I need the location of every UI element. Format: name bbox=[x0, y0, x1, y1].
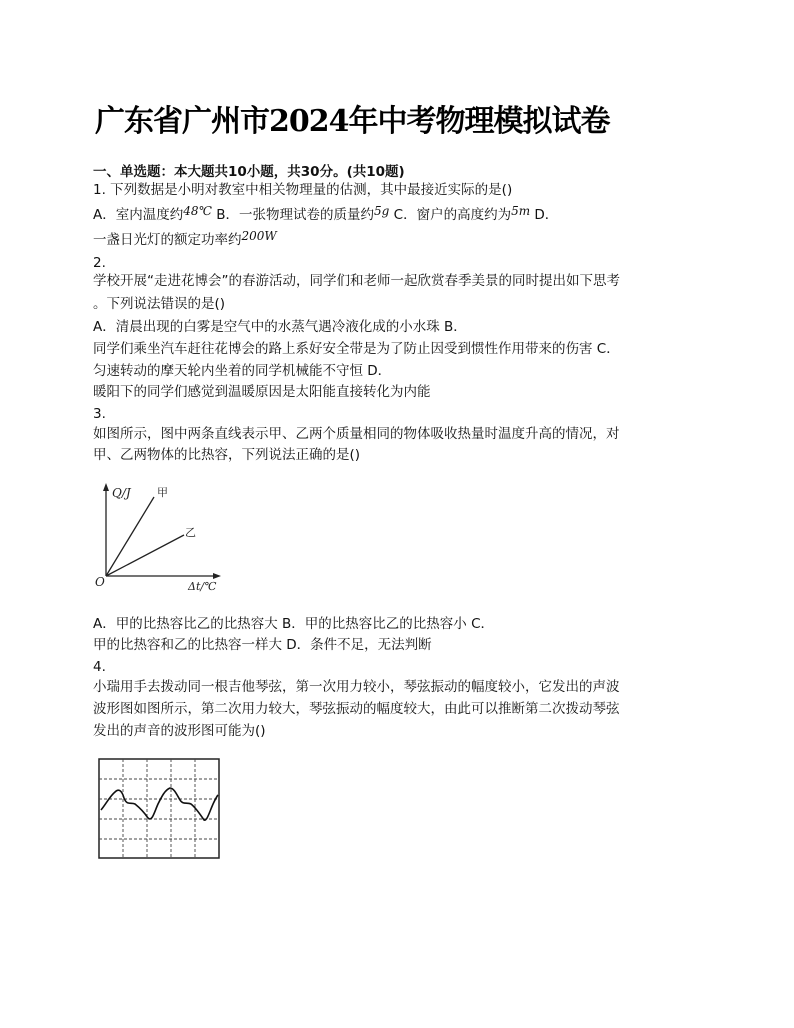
q2-options-line2: 同学们乘坐汽车赶往花博会的路上系好安全带是为了防止因受到惯性作用带来的伤害 C． bbox=[93, 341, 620, 357]
q3-stem-line2: 甲、乙两物体的比热容，下列说法正确的是() bbox=[93, 447, 361, 463]
section-heading: 一、单选题：本大题共10小题，共30分。(共10题) bbox=[93, 164, 405, 180]
q3-number: 3. bbox=[93, 406, 106, 422]
q2-number: 2. bbox=[93, 255, 106, 271]
q1-option-d-row bbox=[93, 231, 277, 249]
q1-option-d-value: 200W bbox=[241, 229, 277, 243]
q4-stem-line1: 小瑞用手去拨动同一根吉他琴弦，第一次用力较小，琴弦振动的幅度较小，它发出的声波 bbox=[93, 679, 620, 695]
q4-waveform-figure bbox=[98, 758, 221, 860]
q2-options-line4: 暖阳下的同学们感觉到温暖原因是太阳能直接转化为内能 bbox=[93, 384, 431, 400]
q3-series-jia-label: 甲 bbox=[157, 486, 168, 499]
q1-option-a-value: 48℃ bbox=[183, 204, 212, 218]
q3-options-line2: 甲的比热容和乙的比热容一样大 D．条件不足，无法判断 bbox=[93, 637, 432, 653]
q2-stem-line2: 。下列说法错误的是() bbox=[93, 296, 226, 312]
q1-stem: 1. 下列数据是小明对教室中相关物理量的估测，其中最接近实际的是() bbox=[93, 182, 513, 198]
q3-x-axis-label: Δt/℃ bbox=[188, 580, 217, 593]
q2-options-line1: A．清晨出现的白雾是空气中的水蒸气遇冷液化成的小水珠 B． bbox=[93, 319, 467, 335]
q1-option-b-text: B．一张物理试卷的质量约 bbox=[216, 207, 375, 223]
q4-stem-line3: 发出的声音的波形图可能为() bbox=[93, 723, 266, 739]
q1-option-c-text: C．窗户的高度约为 bbox=[393, 207, 512, 223]
q4-number: 4. bbox=[93, 659, 106, 675]
q3-origin-label: O bbox=[95, 575, 105, 589]
q2-options-line3: 匀速转动的摩天轮内坐着的同学机械能不守恒 D． bbox=[93, 363, 392, 379]
q3-stem-line1: 如图所示，图中两条直线表示甲、乙两个质量相同的物体吸收热量时温度升高的情况，对 bbox=[93, 426, 620, 442]
q3-y-axis-label: Q/J bbox=[112, 486, 131, 500]
q2-stem-line1: 学校开展“走进花博会”的春游活动，同学们和老师一起欣赏春季美景的同时提出如下思考 bbox=[93, 273, 620, 289]
page-title: 广东省广州市2024年中考物理模拟试卷 bbox=[95, 104, 610, 139]
q3-y-axis-arrow bbox=[103, 483, 109, 491]
q3-series-yi-label: 乙 bbox=[185, 526, 196, 539]
q1-option-d-text: 一盏日光灯的额定功率约 bbox=[93, 232, 242, 248]
q3-heat-graph bbox=[92, 480, 227, 600]
q4-stem-line2: 波形图如图所示，第二次用力较大，琴弦振动的幅度较大，由此可以推断第二次拨动琴弦 bbox=[93, 701, 620, 717]
q4-waveform-frame bbox=[99, 759, 219, 858]
q1-option-c-value: 5m bbox=[511, 204, 531, 218]
q1-option-a-text: A．室内温度约 bbox=[93, 207, 184, 223]
q3-options-line1: A．甲的比热容比乙的比热容大 B．甲的比热容比乙的比热容小 C． bbox=[93, 616, 495, 632]
q3-line-jia bbox=[106, 497, 154, 576]
q1-option-b-value: 5g bbox=[374, 204, 390, 218]
q1-options-row bbox=[93, 206, 558, 224]
q1-option-d-label: D． bbox=[534, 207, 559, 223]
q3-x-axis-arrow bbox=[213, 573, 221, 579]
